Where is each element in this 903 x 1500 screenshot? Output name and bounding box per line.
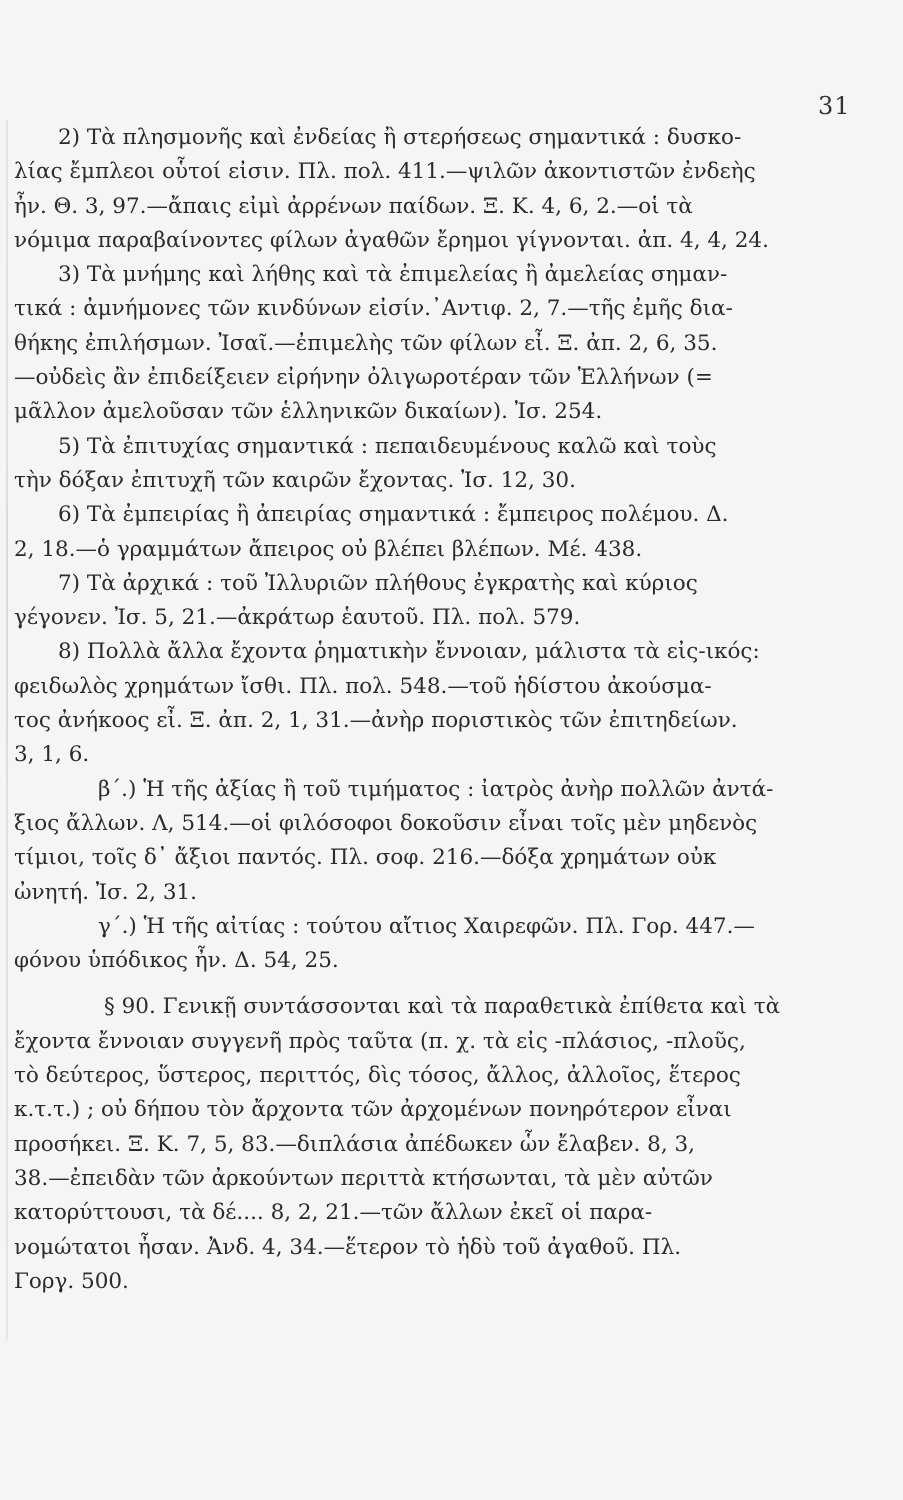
text-line: θήκης ἐπιλήσμων. Ἰσαῖ.—ἐπιμελὴς τῶν φίλων εἶ. Ξ. ἀπ. 2, 6, 35. [14, 330, 718, 356]
text-line: 2) Τὰ πλησμονῆς καὶ ἐνδείας ἢ στερήσεως σημαντικά : δυσκο- [58, 125, 742, 150]
text-line: τικά : ἀμνήμονες τῶν κινδύνων εἰσίν.᾽Αντιφ. 2, 7.—τῆς ἐμῆς δια- [14, 296, 733, 322]
text-line: 7) Τὰ ἀρχικά : τοῦ Ἰλλυριῶν πλήθους ἐγκρατὴς καὶ κύριος [58, 570, 698, 596]
text-line: τίμιοι, τοῖς δ᾽ ἄξιοι παντός. Πλ. σοφ. 216.—δόξα χρημάτων οὐκ [14, 845, 717, 871]
text-line: 3) Τὰ μνήμης καὶ λήθης καὶ τὰ ἐπιμελείας ἢ ἀμελείας σημαν- [58, 262, 728, 288]
text-line: ξιος ἄλλων. Λ, 514.—οἱ φιλόσοφοι δοκοῦσιν εἶναι τοῖς μὲν μηδενὸς [14, 810, 758, 836]
binding-gutter-shadow [6, 120, 8, 1340]
text-line: τὴν δόξαν ἐπιτυχῆ τῶν καιρῶν ἔχοντας. Ἰσ. 12, 30. [14, 467, 576, 493]
paragraph-gap [14, 978, 774, 990]
body-text [14, 121, 781, 1299]
text-line: 5) Τὰ ἐπιτυχίας σημαντικά : πεπαιδευμένους καλῶ καὶ τοὺς [58, 433, 717, 459]
text-line: ὠνητή. Ἰσ. 2, 31. [14, 879, 198, 905]
text-line: 2, 18.—ὁ γραμμάτων ἄπειρος οὐ βλέπει βλέπων. Μέ. 438. [14, 536, 643, 562]
text-line: λίας ἔμπλεοι οὗτοί εἰσιν. Πλ. πολ. 411.—ψιλῶν ἀκοντιστῶν ἐνδεὴς [14, 159, 756, 185]
text-line: 8) Πολλὰ ἄλλα ἔχοντα ῥηματικὴν ἔννοιαν, μάλιστα τὰ εἰς-ικός: [58, 639, 760, 665]
text-line: κατορύττουσι, τὰ δέ.... 8, 2, 21.—τῶν ἄλλων ἐκεῖ οἱ παρα- [14, 1200, 653, 1226]
text-line: νόμιμα παραβαίνοντες φίλων ἀγαθῶν ἔρημοι γίγνονται. ἀπ. 4, 4, 24. [14, 227, 769, 253]
text-line: γ΄.) Ἡ τῆς αἰτίας : τούτου αἴτιος Χαιρεφῶν. Πλ. Γορ. 447.— [98, 913, 755, 939]
text-line: —οὐδεὶς ἂν ἐπιδείξειεν εἰρήνην ὀλιγωροτέραν τῶν Ἑλλήνων (= [14, 365, 713, 391]
text-line: κ.τ.τ.) ; οὐ δήπου τὸν ἄρχοντα τῶν ἀρχομένων πονηρότερον εἶναι [14, 1097, 732, 1123]
text-line: § 90. Γενικῇ συντάσσονται καὶ τὰ παραθετικὰ ἐπίθετα καὶ τὰ [104, 994, 781, 1020]
text-line: Γοργ. 500. [14, 1268, 129, 1294]
text-line: νομώτατοι ἦσαν. Ἀνδ. 4, 34.—ἕτερον τὸ ἡδὺ τοῦ ἀγαθοῦ. Πλ. [14, 1234, 682, 1260]
text-line: γέγονεν. Ἰσ. 5, 21.—ἀκράτωρ ἑαυτοῦ. Πλ. πολ. 579. [14, 605, 581, 631]
text-line: 3, 1, 6. [14, 742, 90, 768]
text-line: ἔχοντα ἔννοιαν συγγενῆ πρὸς ταῦτα (π. χ. τὰ εἰς -πλάσιος, -πλοῦς, [14, 1028, 746, 1054]
text-line: 38.—ἐπειδὰν τῶν ἀρκούντων περιττὰ κτήσωνται, τὰ μὲν αὐτῶν [14, 1165, 713, 1191]
text-line: φόνου ὑπόδικος ἦν. Δ. 54, 25. [14, 948, 339, 974]
text-line: τὸ δεύτερος, ὕστερος, περιττός, δὶς τόσος, ἄλλος, ἀλλοῖος, ἕτερος [14, 1063, 741, 1089]
text-line: φειδωλὸς χρημάτων ἴσθι. Πλ. πολ. 548.—τοῦ ἡδίστου ἀκούσμα- [14, 673, 712, 699]
page-number: 31 [818, 92, 851, 120]
text-line: β΄.) Ἡ τῆς ἀξίας ἢ τοῦ τιμήματος : ἰατρὸς ἀνὴρ πολλῶν ἀντά- [98, 776, 774, 802]
text-line: 6) Τὰ ἐμπειρίας ἢ ἀπειρίας σημαντικά : ἔμπειρος πολέμου. Δ. [58, 502, 729, 528]
text-line: ἦν. Θ. 3, 97.—ἄπαις εἰμὶ ἀρρένων παίδων. Ξ. Κ. 4, 6, 2.—οἱ τὰ [14, 193, 693, 219]
text-line: μᾶλλον ἀμελοῦσαν τῶν ἑλληνικῶν δικαίων). Ἰσ. 254. [14, 399, 603, 425]
text-line: προσήκει. Ξ. Κ. 7, 5, 83.—διπλάσια ἀπέδωκεν ὧν ἔλαβεν. 8, 3, [14, 1131, 695, 1157]
text-line: τος ἀνήκοος εἶ. Ξ. ἀπ. 2, 1, 31.—ἀνὴρ ποριστικὸς τῶν ἐπιτηδείων. [14, 708, 738, 734]
